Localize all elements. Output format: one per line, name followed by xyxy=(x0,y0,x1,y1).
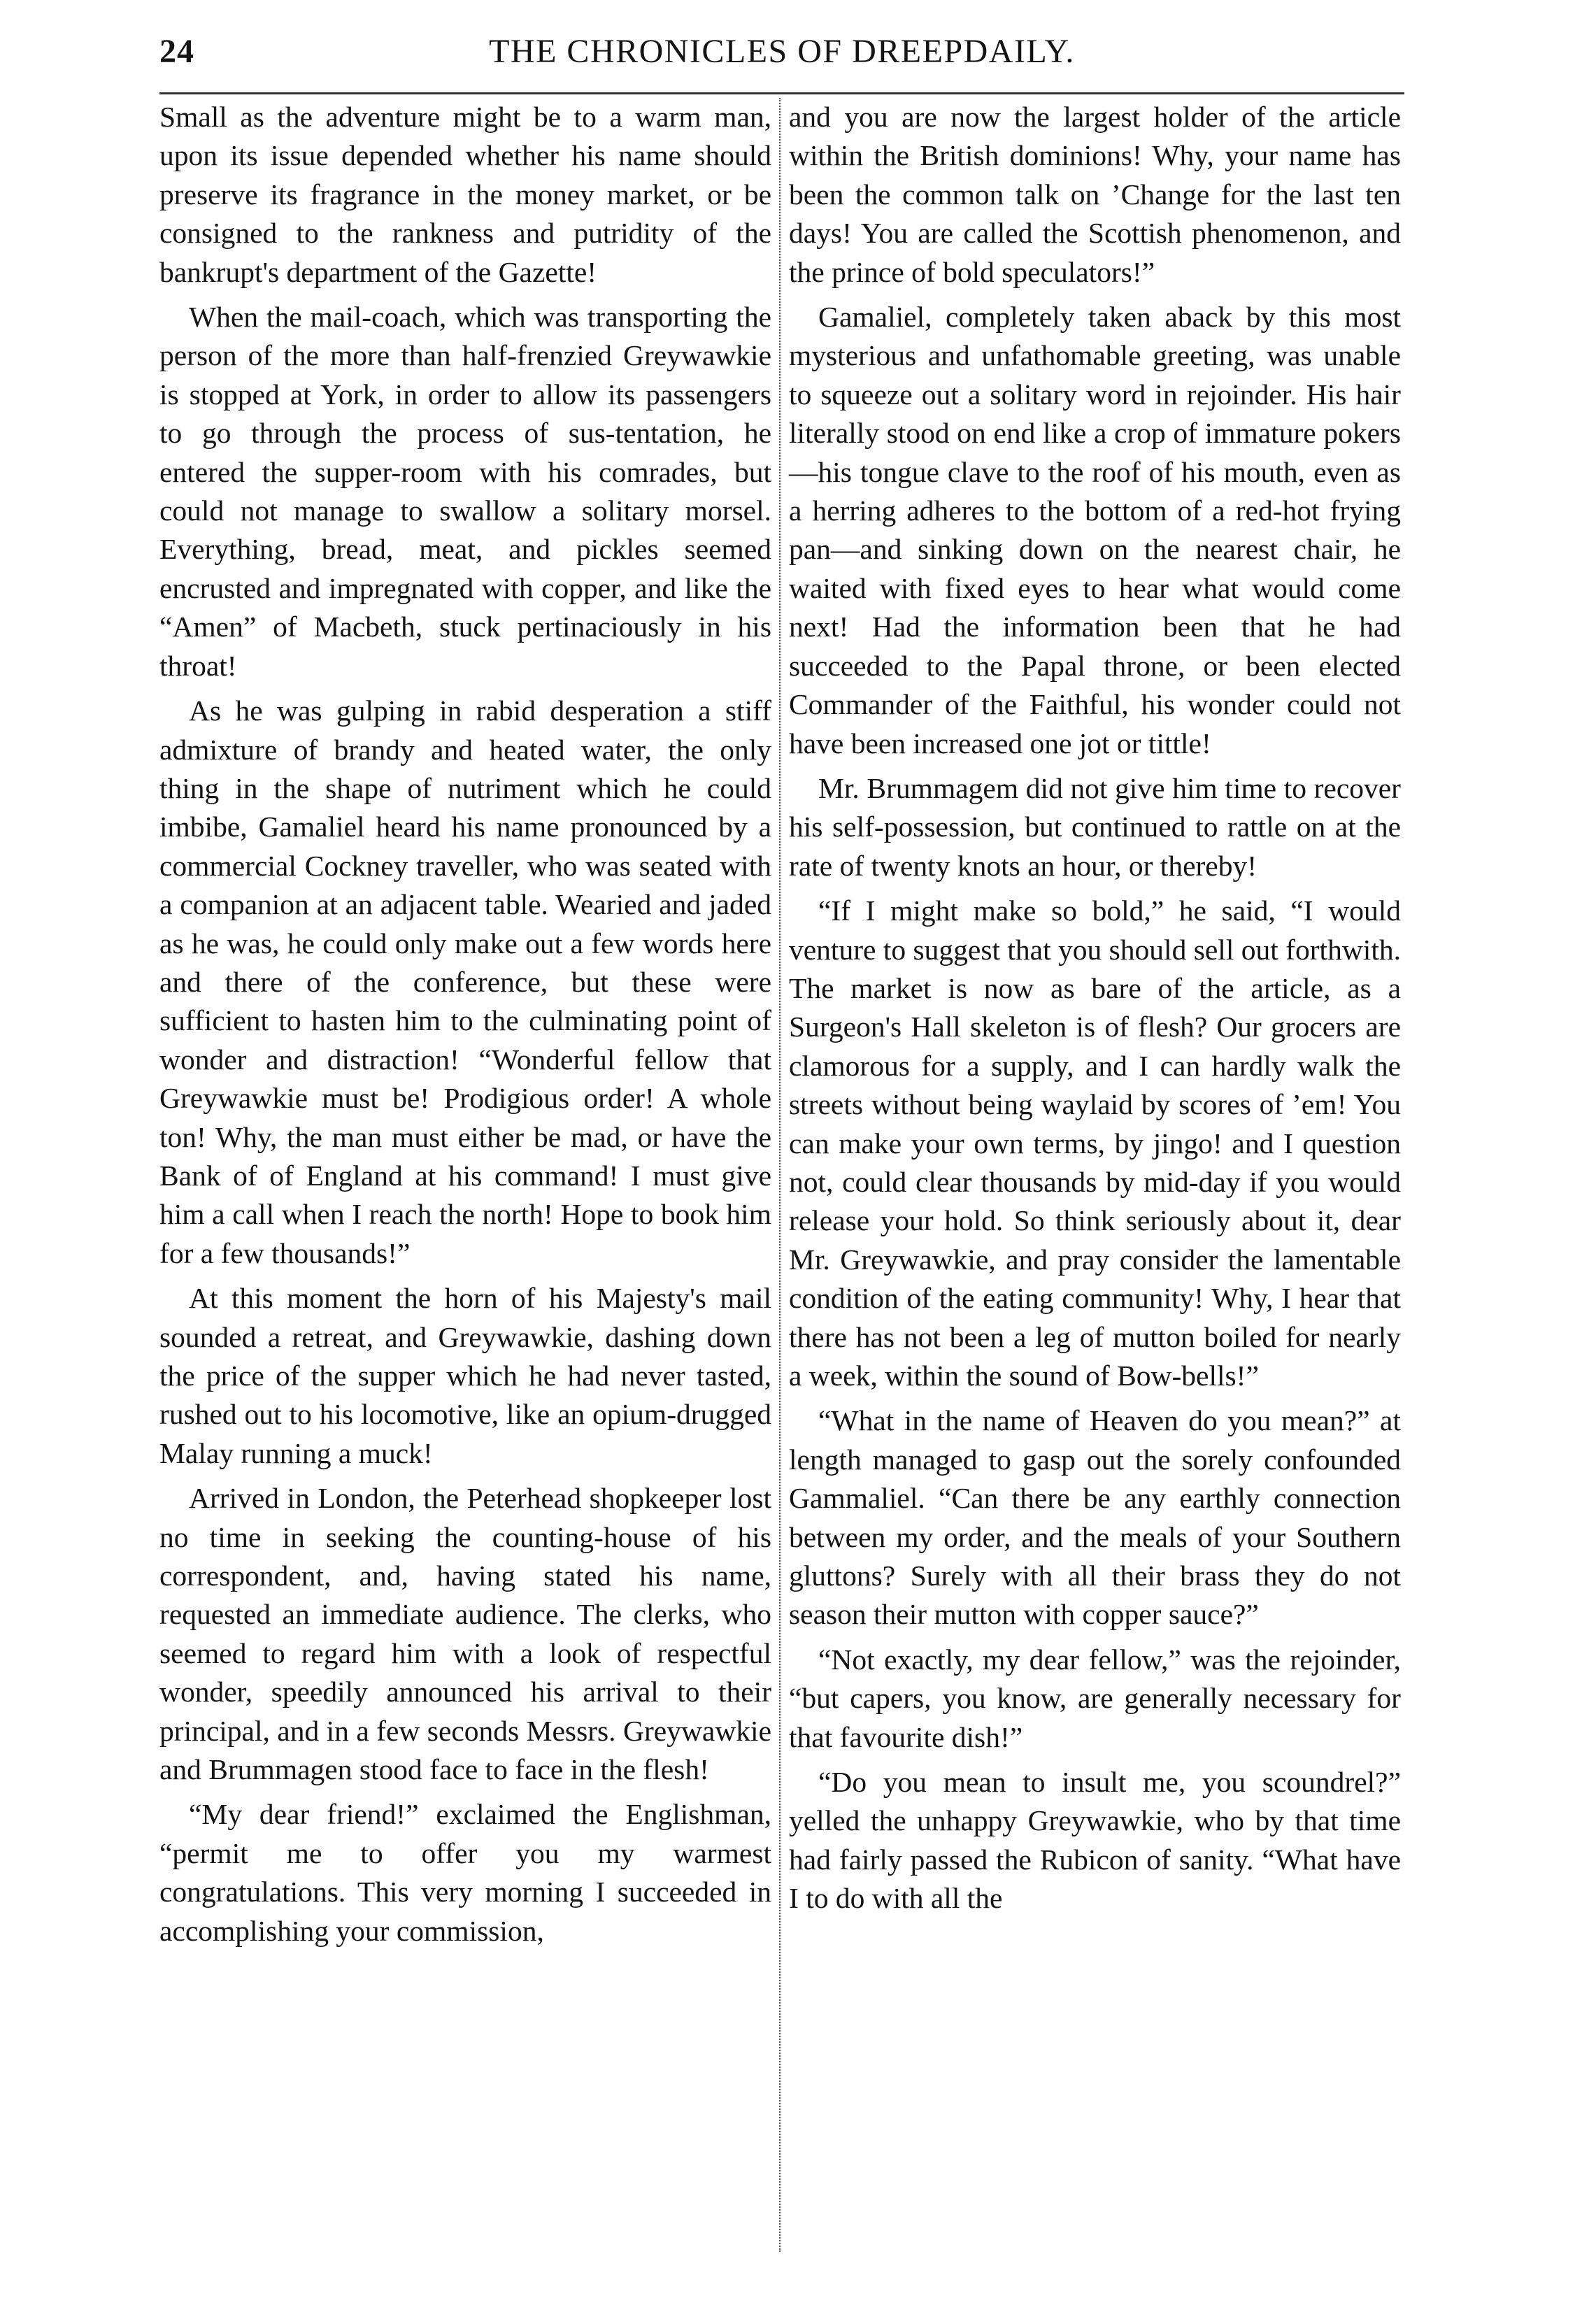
paragraph: and you are now the largest holder of the article within the British dominions! Why, your name has been the common talk on ’Change for the last ten days! You are called the Scottish phenomenon, and the prince of bold speculators!” xyxy=(789,101,1401,288)
paragraph: “Not exactly, my dear fellow,” was the rejoinder, “but capers, you know, are generally necessary for that favourite dish!” xyxy=(789,1643,1401,1753)
column-divider xyxy=(779,98,781,2252)
right-column xyxy=(789,98,1401,1918)
paragraph: Gamaliel, completely taken aback by this most mysterious and unfathomable greeting, was unable to squeeze out a solitary word in rejoinder. His hair literally stood on end like a crop of immature pokers—his tongue clave to the roof of his mouth, even as a herring adheres to the bottom of a red-hot frying pan—and sinking down on the nearest chair, he waited with fixed eyes to hear what would come next! Had the information been that he had succeeded to the Papal throne, or been elected Commander of the Faithful, his wonder could not have been increased one jot or tittle! xyxy=(789,301,1401,759)
page-header xyxy=(159,32,1404,81)
paragraph: “Do you mean to insult me, you scoundrel?” yelled the unhappy Greywawkie, who by that time had fairly passed the Rubicon of sanity. “What have I to do with all the xyxy=(789,1766,1401,1915)
paragraph: When the mail-coach, which was transporting the person of the more than half-frenzied Greywawkie is stopped at York, in order to allow its passengers to go through the process of sus-tentation, he entered the supper-room with his comrades, but could not manage to swallow a solitary morsel. Everything, bread, meat, and pickles seemed encrusted and impregnated with copper, and like the “Amen” of Macbeth, stuck pertinaciously in his throat! xyxy=(159,301,771,682)
paragraph: As he was gulping in rabid desperation a stiff admixture of brandy and heated water, the only thing in the shape of nutriment which he could imbibe, Gamaliel heard his name pronounced by a commercial Cockney traveller, who was seated with a companion at an adjacent table. Wearied and jaded as he was, he could only make out a few words here and there of the conference, but these were sufficient to hasten him to the culminating point of wonder and distraction! “Wonderful fellow that Greywawkie must be! Prodigious order! A whole ton! Why, the man must either be mad, or have the Bank of of England at his command! I must give him a call when I reach the north! Hope to book him for a few thousands!” xyxy=(159,694,771,1269)
running-title: THE CHRONICLES OF DREEPDAILY. xyxy=(489,33,1075,70)
paragraph: Mr. Brummagem did not give him time to recover his self-possession, but continued to rattle on at the rate of twenty knots an hour, or thereby! xyxy=(789,771,1401,882)
left-column xyxy=(159,98,771,1950)
header-rule xyxy=(159,92,1404,94)
paragraph: “What in the name of Heaven do you mean?” at length managed to gasp out the sorely confounded Gammaliel. “Can there be any earthly connection between my order, and the meals of your Southern gluttons? Surely with all their brass they do not season their mutton with copper sauce?” xyxy=(789,1404,1401,1631)
paragraph: Arrived in London, the Peterhead shopkeeper lost no time in seeking the counting-house of his correspondent, and, having stated his name, requested an immediate audience. The clerks, who seemed to regard him with a look of respectful wonder, speedily announced his arrival to their principal, and in a few seconds Messrs. Greywawkie and Brummagen stood face to face in the flesh! xyxy=(159,1482,771,1786)
paragraph: “If I might make so bold,” he said, “I would venture to suggest that you should sell out forthwith. The market is now as bare of the article, as a Surgeon's Hall skeleton is of flesh? Our grocers are clamorous for a supply, and I can hardly walk the streets without being waylaid by scores of ’em! You can make your own terms, by jingo! and I question not, could clear thousands by mid-day if you would release your hold. So think seriously about it, dear Mr. Greywawkie, and pray consider the lamentable condition of the eating community! Why, I hear that there has not been a leg of mutton boiled for nearly a week, within the sound of Bow-bells!” xyxy=(789,894,1401,1392)
paragraph: Small as the adventure might be to a warm man, upon its issue depended whether his name should preserve its fragrance in the money market, or be consigned to the rankness and putridity of the bankrupt's department of the Gazette! xyxy=(159,101,771,288)
paragraph: At this moment the horn of his Majesty's mail sounded a retreat, and Greywawkie, dashing down the price of the supper which he had never tasted, rushed out to his locomotive, like an opium-drugged Malay running a muck! xyxy=(159,1282,771,1469)
page-number: 24 xyxy=(159,33,194,70)
paragraph: “My dear friend!” exclaimed the Englishman, “permit me to offer you my warmest congratulations. This very morning I succeeded in accomplishing your commission, xyxy=(159,1798,771,1947)
